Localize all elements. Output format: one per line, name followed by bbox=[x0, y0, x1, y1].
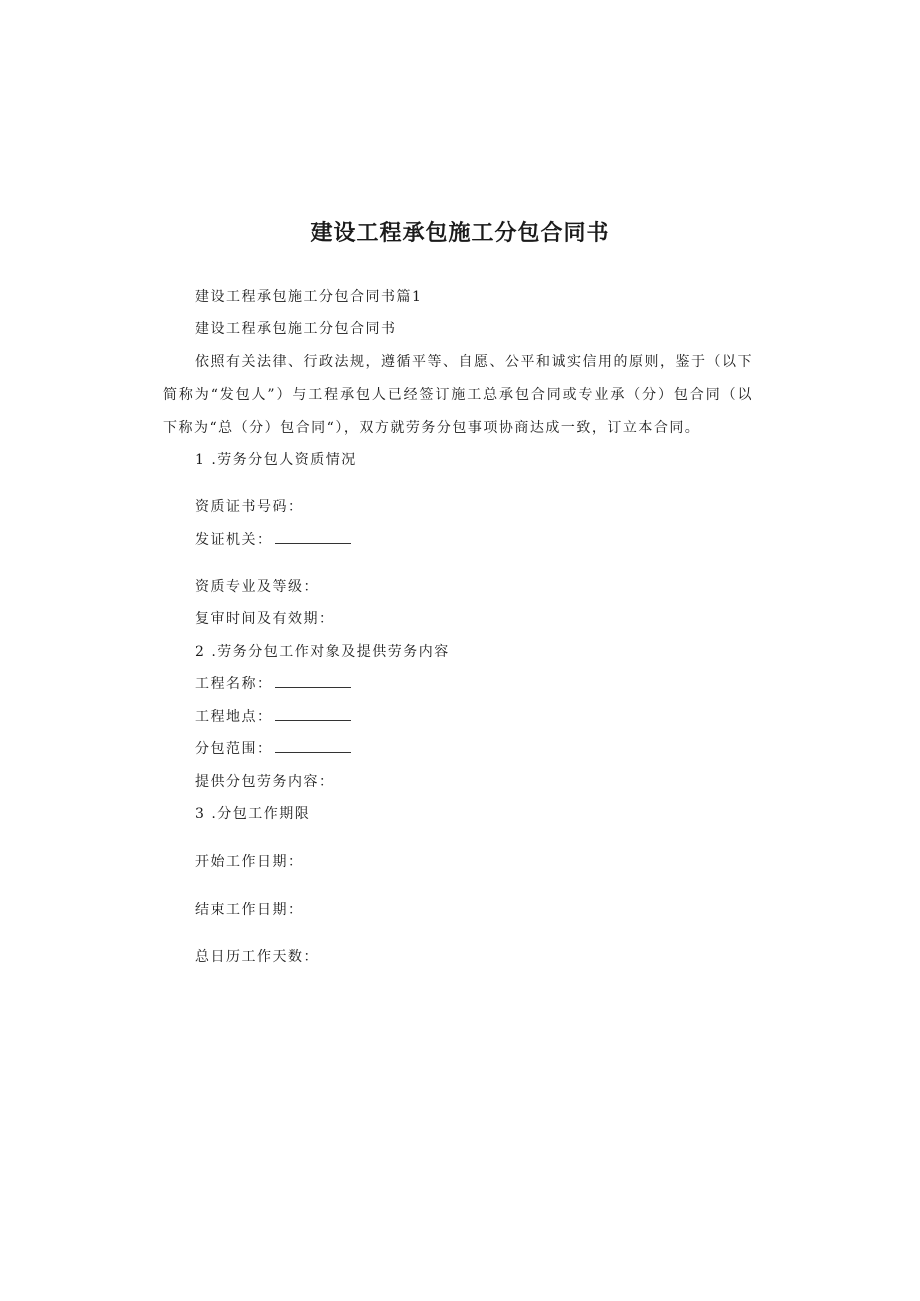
content-label: 提供分包劳务内容： bbox=[195, 774, 335, 790]
scope-blank bbox=[275, 740, 351, 753]
scope-label: 分包范围： bbox=[195, 741, 273, 757]
start-date-label: 开始工作日期： bbox=[195, 854, 304, 870]
section3-heading: 3 .分包工作期限 bbox=[195, 806, 311, 822]
review-label: 复审时间及有效期： bbox=[195, 611, 335, 627]
subtitle-part: 建设工程承包施工分包合同书篇1 bbox=[195, 289, 423, 305]
issuer-label: 发证机关： bbox=[195, 532, 273, 548]
project-location-row bbox=[195, 706, 351, 726]
cert-number-label: 资质证书号码： bbox=[195, 499, 304, 515]
project-name-blank bbox=[275, 675, 351, 688]
intro-paragraph: 依照有关法律、行政法规，遵循平等、自愿、公平和诚实信用的原则，鉴于（以下简称为“发包人”）与工程承包人已经签订施工总承包合同或专业承（分）包合同（以下称为“总（分）包合同“），双方就劳务分包事项协商达成一致，订立本合同。 bbox=[163, 354, 753, 436]
issuer-blank bbox=[275, 531, 351, 544]
project-name-label: 工程名称： bbox=[195, 676, 273, 692]
project-location-label: 工程地点： bbox=[195, 709, 273, 725]
scope-row bbox=[195, 738, 351, 758]
document-title: 建设工程承包施工分包合同书 bbox=[310, 221, 610, 246]
specialty-label: 资质专业及等级： bbox=[195, 579, 319, 595]
subtitle: 建设工程承包施工分包合同书 bbox=[195, 321, 397, 337]
project-name-row bbox=[195, 673, 351, 693]
issuer-row bbox=[195, 529, 351, 549]
end-date-label: 结束工作日期： bbox=[195, 902, 304, 918]
project-location-blank bbox=[275, 708, 351, 721]
total-days-label: 总日历工作天数： bbox=[195, 949, 319, 965]
section1-heading: 1 .劳务分包人资质情况 bbox=[195, 452, 357, 468]
section2-heading: 2 .劳务分包工作对象及提供劳务内容 bbox=[195, 644, 450, 660]
